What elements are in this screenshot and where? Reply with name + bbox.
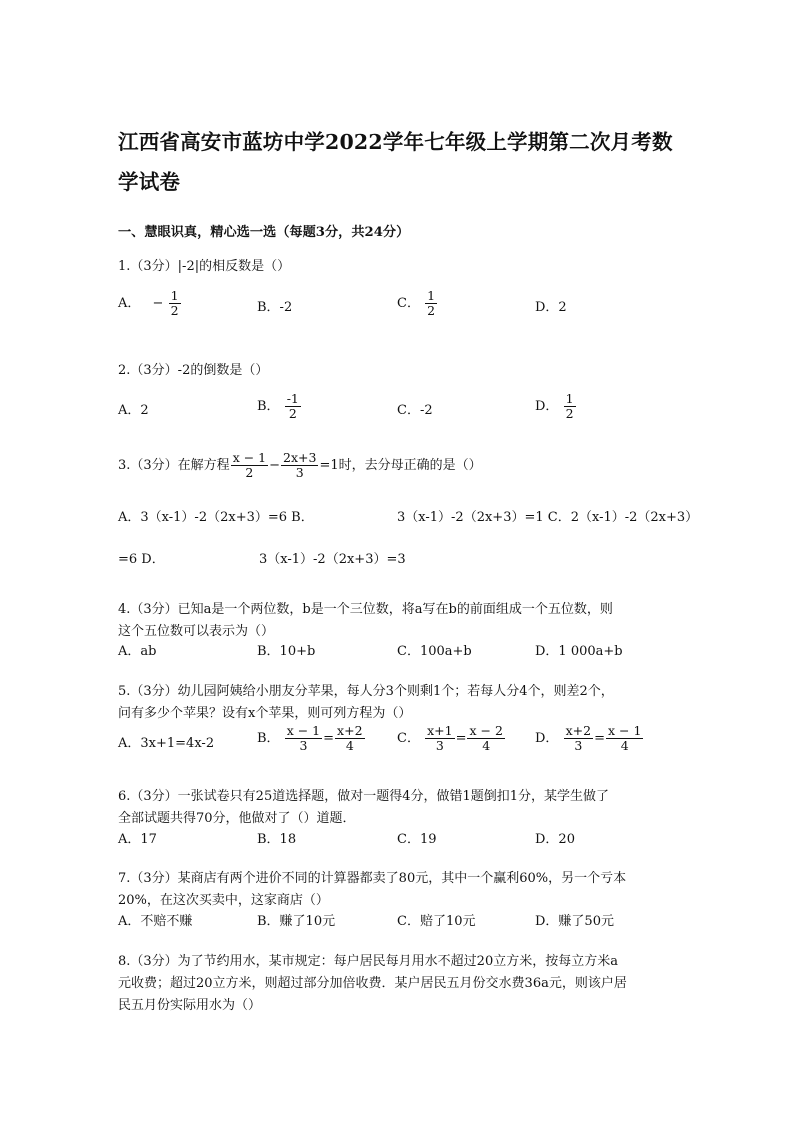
question-4-option-b: B．10+b: [257, 644, 316, 659]
question-4-option-a: A．ab: [118, 644, 157, 659]
option-label: B．: [257, 399, 280, 414]
question-2-option-d: [535, 392, 577, 421]
question-6-stem-line-1: 6.（3分）一张试卷只有25道选择题，做对一题得4分，做错1题倒扣1分，某学生做了: [118, 789, 610, 804]
numerator: x+2: [565, 723, 592, 738]
question-1-option-a: [118, 289, 182, 318]
denominator: 4: [482, 738, 491, 753]
fraction: [425, 289, 437, 318]
numerator: x − 1: [607, 723, 642, 738]
question-5-stem-line-1: 5.（3分）幼儿园阿姨给小朋友分苹果，每人分3个则剩1个；若每人分4个，则差2个，: [118, 684, 614, 699]
denominator: 3: [435, 738, 444, 753]
numerator: 1: [170, 288, 179, 303]
question-6-option-a: A．17: [118, 832, 157, 847]
question-6-stem-line-2: 全部试题共得70分，他做对了（）道题．: [118, 811, 356, 826]
question-5-stem-line-2: 问有多少个苹果？设有x个苹果，则可列方程为（）: [118, 706, 412, 721]
section-heading: 一、慧眼识真，精心选一选（每题3分，共24分）: [118, 225, 410, 240]
denominator: 2: [288, 406, 297, 421]
stem-suffix: =1时，去分母正确的是（）: [319, 458, 482, 473]
denominator: 2: [245, 465, 254, 480]
denominator: 2: [427, 303, 436, 318]
fraction: [564, 392, 576, 421]
option-label: D．: [535, 399, 559, 414]
minus-sign: −: [269, 458, 281, 473]
numerator: x − 2: [469, 723, 503, 738]
question-6-option-b: B．18: [257, 832, 297, 847]
question-7-option-a: A．不赔不赚: [118, 914, 193, 929]
denominator: 2: [170, 303, 179, 318]
fraction: [285, 392, 301, 421]
equals-sign: =: [455, 731, 467, 746]
fraction: [467, 724, 504, 753]
fraction: [425, 724, 454, 753]
numerator: 1: [427, 288, 436, 303]
question-5-option-a: A．3x+1=4x-2: [118, 736, 215, 751]
minus-sign: −: [152, 296, 164, 311]
question-4-stem-line-1: 4.（3分）已知a是一个两位数，b是一个三位数，将a写在b的前面组成一个五位数，则: [118, 602, 613, 617]
option-label: B．: [257, 731, 280, 746]
numerator: x+1: [427, 723, 453, 738]
option-label: C．: [397, 731, 420, 746]
page-title: 江西省高安市蓝坊中学2022学年七年级上学期第二次月考数学试卷: [118, 130, 673, 194]
numerator: -1: [286, 391, 299, 406]
denominator: 3: [299, 738, 308, 753]
question-3-options-line-2a: =6 D．: [118, 552, 165, 567]
question-3-options-line-1a: A．3（x-1）-2（2x+3）=6 B．: [118, 510, 314, 525]
fraction: [281, 451, 318, 480]
question-4-stem-line-2: 这个五位数可以表示为（）: [118, 624, 275, 639]
question-8-stem-line-3: 民五月份实际用水为（）: [118, 998, 262, 1013]
numerator: 1: [565, 391, 574, 406]
question-1-option-b: B．-2: [257, 300, 293, 315]
question-4-option-c: C．100a+b: [397, 644, 472, 659]
question-7-option-c: C．赔了10元: [397, 914, 476, 929]
equals-sign: =: [594, 731, 605, 746]
fraction: [606, 724, 643, 753]
question-7-stem-line-2: 20%，在这次买卖中，这家商店（）: [118, 893, 329, 908]
numerator: x+2: [337, 723, 363, 738]
fraction: [169, 289, 181, 318]
question-7-option-d: D．赚了50元: [535, 914, 614, 929]
question-1-stem: 1.（3分）|-2|的相反数是（）: [118, 259, 291, 274]
question-3-options-line-1b: 3（x-1）-2（2x+3）=1 C．2（x-1）-2（2x+3）: [397, 510, 699, 525]
question-8-stem-line-2: 元收费；超过20立方米，则超过部分加倍收费．某户居民五月份交水费36a元，则该户居: [118, 976, 627, 991]
question-3-stem: [118, 451, 482, 480]
stem-prefix: 3.（3分）在解方程: [118, 458, 230, 473]
option-label: D．: [535, 731, 559, 746]
numerator: 2x+3: [283, 450, 317, 465]
question-1-option-d: D．2: [535, 300, 567, 315]
question-8-stem-line-1: 8.（3分）为了节约用水，某市规定：每户居民每月用水不超过20立方米，按每立方米a: [118, 954, 618, 969]
question-1-option-c: [397, 289, 438, 318]
denominator: 4: [345, 738, 354, 753]
fraction: [335, 724, 364, 753]
denominator: 2: [565, 406, 574, 421]
fraction: [231, 451, 268, 480]
question-2-option-a: A．2: [118, 403, 149, 418]
question-2-stem: 2.（3分）-2的倒数是（）: [118, 363, 269, 378]
question-6-option-c: C．19: [397, 832, 437, 847]
denominator: 3: [295, 465, 304, 480]
denominator: 3: [574, 738, 583, 753]
option-label: A．: [118, 296, 141, 311]
fraction: [564, 724, 593, 753]
question-7-option-b: B．赚了10元: [257, 914, 336, 929]
fraction: [285, 724, 322, 753]
question-5-option-b: [257, 724, 366, 753]
question-4-option-d: D．1 000a+b: [535, 644, 623, 659]
denominator: 4: [620, 738, 629, 753]
numerator: x − 1: [232, 450, 267, 465]
question-6-option-d: D．20: [535, 832, 575, 847]
question-5-option-c: [397, 724, 506, 753]
question-2-option-b: [257, 392, 302, 421]
question-7-stem-line-1: 7.（3分）某商店有两个进价不同的计算器都卖了80元，其中一个赢利60%，另一个亏本: [118, 871, 627, 886]
question-3-options-line-2b: 3（x-1）-2（2x+3）=3: [259, 552, 406, 567]
equals-sign: =: [323, 731, 335, 746]
numerator: x − 1: [286, 723, 321, 738]
option-label: C．: [397, 296, 420, 311]
question-2-option-c: C．-2: [397, 403, 433, 418]
question-5-option-d: [535, 724, 644, 753]
